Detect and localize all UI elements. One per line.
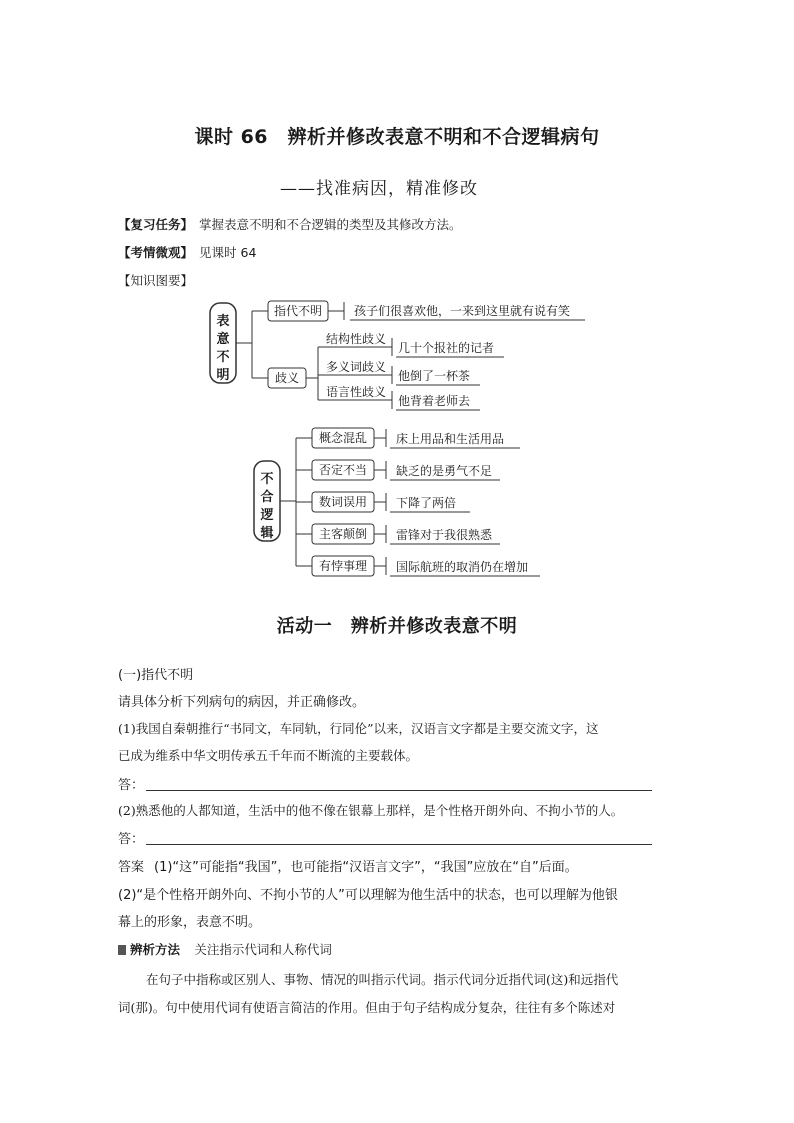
example-polysemy: 他倒了一杯茶 <box>398 369 471 383</box>
node-ambiguity: 歧义 <box>274 371 300 385</box>
page-title: 课时 66 辨析并修改表意不明和不合逻辑病句 <box>194 126 600 148</box>
page-subtitle: ——找准病因，精准修改 <box>280 179 478 199</box>
node-improper-negation: 否定不当 <box>318 463 368 477</box>
answer-key-2-line-2: 幕上的形象，表意不明。 <box>118 915 262 930</box>
root1-char: 意 <box>216 332 230 347</box>
method-header <box>118 940 332 958</box>
example-numeral: 下降了两倍 <box>396 496 457 510</box>
example-negation: 缺乏的是勇气不足 <box>396 464 493 478</box>
root1-char: 表 <box>216 314 230 329</box>
example-language: 他背着老师去 <box>398 394 471 408</box>
node-against-reason: 有悖事理 <box>318 559 368 573</box>
instruction: 请具体分析下列病句的病因，并正确修改。 <box>118 695 366 710</box>
node-structural-ambiguity: 结构性歧义 <box>326 332 387 346</box>
answer-key-1-text: (1)“这”可能指“我国”，也可能指“汉语言文字”，“我国”应放在“自”后面。 <box>154 860 578 875</box>
method-title: 关注指示代词和人称代词 <box>194 942 332 957</box>
map-tag: 【知识图要】 <box>118 273 194 288</box>
review-task-tag: 【复习任务】 <box>118 217 194 232</box>
exam-tag: 【考情微观】 <box>118 245 194 260</box>
exam-text: 见课时 64 <box>199 245 257 260</box>
question-1-line-2: 已成为维系中华文明传承五千年而不断流的主要载体。 <box>118 748 419 763</box>
example-reversal: 雷锋对于我很熟悉 <box>396 528 493 542</box>
section-heading: (一)指代不明 <box>118 668 194 683</box>
root1-char: 明 <box>216 368 230 383</box>
answer-key-1 <box>118 856 578 875</box>
root2-char: 逻 <box>260 508 274 523</box>
method-tag: 辨析方法 <box>130 942 181 957</box>
answer-key-label: 答案 <box>118 860 145 875</box>
node-polysemy-ambiguity: 多义词歧义 <box>326 360 387 374</box>
answer-line-2[interactable] <box>146 844 652 845</box>
node-language-ambiguity: 语言性歧义 <box>326 385 387 399</box>
root2-char: 辑 <box>260 526 274 541</box>
method-line-2: 词(那)。句中使用代词有使语言简洁的作用。但由于句子结构成分复杂，往往有多个陈述对 <box>118 1000 616 1015</box>
activity-title: 活动一 辨析并修改表意不明 <box>276 616 518 637</box>
answer-label-2: 答： <box>118 832 145 847</box>
answer-line-1[interactable] <box>146 790 652 791</box>
question-2: (2)熟悉他的人都知道，生活中的他不像在银幕上那样，是个性格开朗外向、不拘小节的人。 <box>118 803 624 818</box>
node-concept-confusion: 概念混乱 <box>318 431 368 445</box>
answer-key-2-line-1: (2)“是个性格开朗外向、不拘小节的人”可以理解为他生活中的状态，也可以理解为他银 <box>118 888 618 903</box>
root1-char: 不 <box>216 350 230 365</box>
example-reason: 国际航班的取消仍在增加 <box>396 560 529 574</box>
example-structural: 几十个报社的记者 <box>398 341 495 355</box>
node-numeral-misuse: 数词误用 <box>318 495 368 509</box>
answer-label-1: 答： <box>118 778 145 793</box>
square-bullet-icon <box>118 945 126 955</box>
example-pronoun: 孩子们很喜欢他，一来到这里就有说有笑 <box>354 304 571 318</box>
node-pronoun-ambiguity: 指代不明 <box>273 304 323 318</box>
example-concept: 床上用品和生活用品 <box>396 432 505 446</box>
node-subject-object-reversal: 主客颠倒 <box>318 527 368 541</box>
question-1-line-1: (1)我国自秦朝推行“书同文，车同轨，行同伦”以来，汉语言文字都是主要交流文字，这 <box>118 721 599 736</box>
root2-char: 合 <box>260 490 274 505</box>
root2-char: 不 <box>260 472 274 487</box>
review-task-text: 掌握表意不明和不合逻辑的类型及其修改方法。 <box>199 217 462 232</box>
method-line-1: 在句子中指称或区别人、事物、情况的叫指示代词。指示代词分近指代词(这)和远指代 <box>146 972 619 987</box>
